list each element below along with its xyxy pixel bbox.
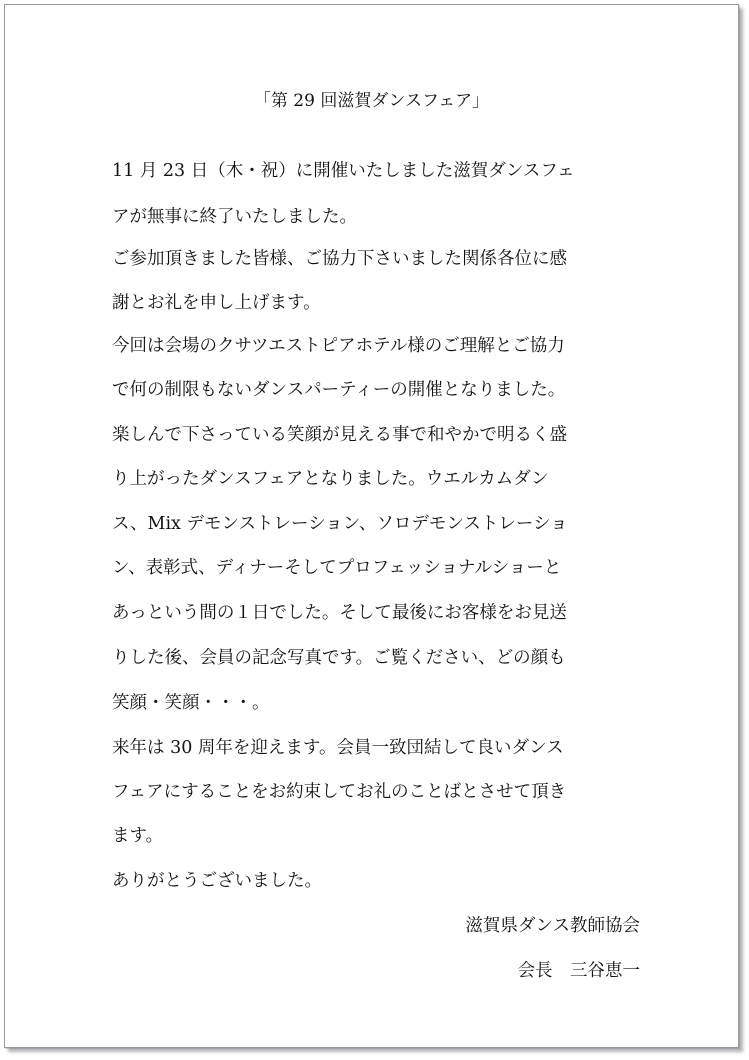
body-line: アが無事に終了いたしました。: [112, 207, 357, 227]
signature-author: 会長 三谷恵一: [517, 961, 640, 981]
body-line: 来年は 30 周年を迎えます。会員一致団結して良いダンス: [112, 738, 564, 758]
body-line: ン、表彰式、ディナーそしてプロフェッショナルショーと: [112, 558, 562, 578]
body-line: あっという間の１日でした。そして最後にお客様をお見送: [112, 603, 567, 623]
document-page: [4, 4, 739, 1048]
body-line: ます。: [112, 826, 164, 846]
body-line: ス、Mix デモンストレーション、ソロデモンストレーショ: [112, 514, 568, 534]
body-line: り上がったダンスフェアとなりました。ウエルカムダン: [112, 469, 549, 489]
body-line: 楽しんで下さっている笑顔が見える事で和やかで明るく盛: [112, 425, 567, 445]
body-line: りした後、会員の記念写真です。ご覧ください、どの顔も: [112, 648, 566, 668]
body-line: ご参加頂きました皆様、ご協力下さいました関係各位に感: [112, 249, 567, 269]
body-line: 謝とお礼を申し上げます。: [112, 293, 321, 313]
body-line: フェアにすることをお約束してお礼のことばとさせて頂き: [112, 782, 567, 802]
body-line: 11 月 23 日（木・祝）に開催いたしました滋賀ダンスフェ: [112, 161, 575, 181]
body-line: ありがとうございました。: [112, 871, 322, 891]
body-line: で何の制限もないダンスパーティーの開催となりました。: [112, 380, 566, 400]
body-line: 今回は会場のクサツエストピアホテル様のご理解とご協力: [112, 336, 565, 356]
body-line: 笑顔・笑顔・・・。: [112, 693, 270, 713]
document-title: 「第 29 回滋賀ダンスフェア」: [253, 91, 490, 111]
signature-organization: 滋賀県ダンス教師協会: [465, 916, 640, 936]
